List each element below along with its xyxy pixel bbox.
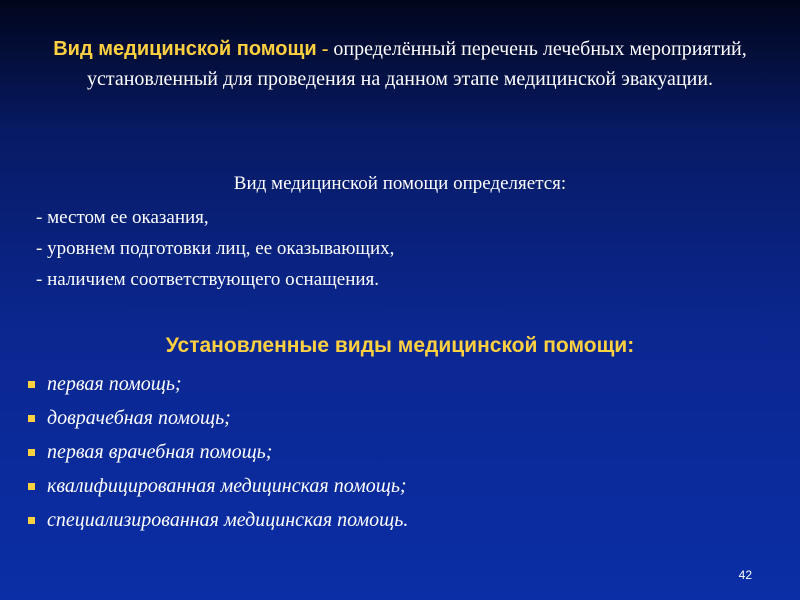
types-list <box>28 367 408 537</box>
types-title: Установленные виды медицинской помощи: <box>165 334 635 357</box>
types-item <box>28 401 408 435</box>
determination-item: - наличием соответствующего оснащения. <box>36 269 380 290</box>
types-item <box>28 503 408 537</box>
term-dash: - <box>321 38 329 60</box>
types-item <box>28 435 408 469</box>
types-item-label: специализированная медицинская помощь. <box>47 509 409 531</box>
square-bullet-icon <box>28 415 35 422</box>
square-bullet-icon <box>28 517 35 524</box>
square-bullet-icon <box>28 381 35 388</box>
types-item <box>28 469 408 503</box>
types-item-label: квалифицированная медицинская помощь; <box>47 475 407 497</box>
determination-item: - местом ее оказания, <box>36 207 209 228</box>
types-item-label: первая врачебная помощь; <box>47 441 273 463</box>
types-item-label: доврачебная помощь; <box>47 407 231 429</box>
determination-heading: Вид медицинской помощи определяется: <box>233 173 567 194</box>
determination-item: - уровнем подготовки лиц, ее оказывающих, <box>36 238 395 259</box>
intro-paragraph <box>40 34 760 94</box>
square-bullet-icon <box>28 449 35 456</box>
term-title: Вид медицинской помощи <box>53 38 317 60</box>
types-item <box>28 367 408 401</box>
term-definition: определённый перечень лечебных мероприятий, установленный для проведения на данном этапе медицинской эвакуации. <box>86 38 747 90</box>
determination-list <box>36 202 394 295</box>
page-number: 42 <box>738 568 752 582</box>
types-item-label: первая помощь; <box>47 373 182 395</box>
square-bullet-icon <box>28 483 35 490</box>
